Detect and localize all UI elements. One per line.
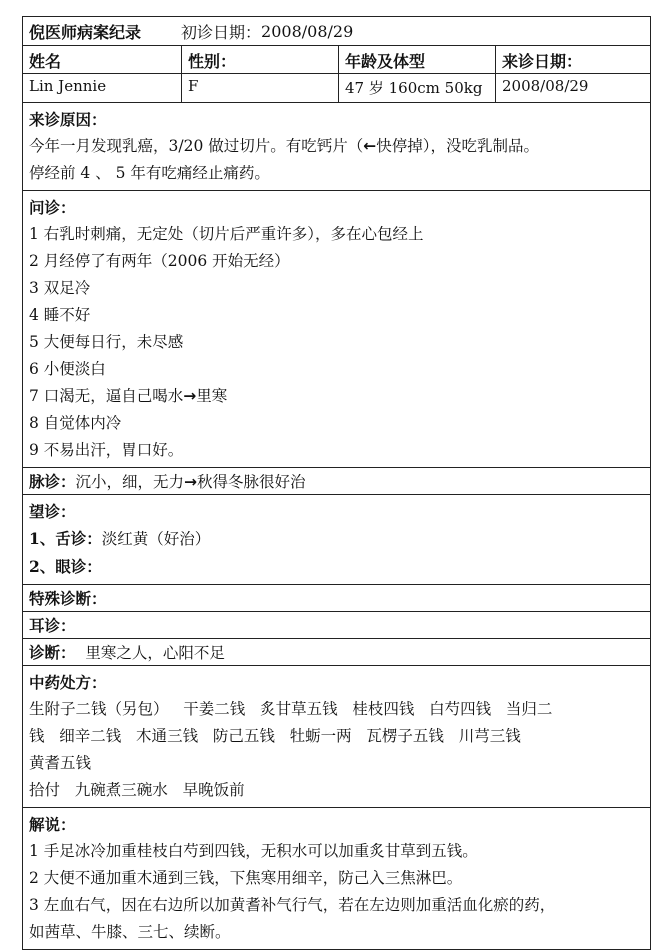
patient-value-row [23, 73, 650, 102]
sex-header: 性别： [181, 46, 338, 73]
patient-name: Lin Jennie [29, 77, 107, 95]
age-build-header: 年龄及体型 [338, 46, 495, 73]
explanation-line: 2 大便不通加重木通到三钱，下焦寒用细辛，防己入三焦淋巴。 [29, 869, 463, 887]
diagnosis-label: 诊断： [29, 643, 76, 662]
inquiry-section [23, 190, 650, 467]
record-title-row [23, 17, 650, 45]
tongue-value: 淡红黄（好治） [101, 530, 211, 548]
reason-line-1 [29, 133, 644, 160]
prescription-dosage-line: 拾付 九碗煮三碗水 早晚饭前 [29, 781, 245, 799]
explanation-label: 解说： [29, 815, 76, 834]
inquiry-item: 9 不易出汗，胃口好。 [29, 441, 184, 459]
inquiry-item: 3 双足冷 [29, 279, 91, 297]
left-arrow-icon: ← [363, 137, 377, 155]
prescription-label: 中药处方： [29, 673, 107, 692]
explanation-line: 如茜草、牛膝、三七、续断。 [29, 923, 231, 941]
observation-label: 望诊： [29, 502, 76, 521]
inquiry-item: 4 睡不好 [29, 306, 91, 324]
prescription-section [23, 665, 650, 807]
inquiry-item: 5 大便每日行，未尽感 [29, 333, 184, 351]
inquiry-item-7-text: 7 口渴无，逼自己喝水 [29, 387, 184, 405]
prescription-line: 钱 细辛二钱 木通三钱 防己五钱 牡蛎一两 瓦楞子五钱 川芎三钱 [29, 727, 521, 745]
explanation-line: 3 左血右气，因在右边所以加黄耆补气行气，若在左边则加重活血化瘀的药， [29, 896, 556, 914]
pulse-text: 沉小，细，无力 [75, 473, 185, 491]
eye-label: 2、眼诊： [29, 557, 102, 576]
patient-visit-date: 2008/08/29 [495, 74, 650, 102]
reason-line-2: 停经前 4 、 5 年有吃痛经止痛药。 [29, 164, 270, 182]
inquiry-item-7 [29, 383, 644, 410]
patient-header-row [23, 45, 650, 73]
inquiry-item: 8 自觉体内冷 [29, 414, 122, 432]
diagnosis-value: 里寒之人，心阳不足 [85, 644, 225, 662]
ear-diagnosis-row [23, 611, 650, 638]
diagnosis-row [23, 638, 650, 665]
pulse-label: 脉诊： [29, 472, 76, 491]
first-visit-label: 初诊日期： [181, 22, 262, 42]
right-arrow-icon: → [183, 387, 197, 405]
inquiry-item: 6 小便淡白 [29, 360, 106, 378]
observation-section [23, 494, 650, 584]
patient-sex: F [181, 74, 338, 102]
explanation-line: 1 手足冰冷加重桂枝白芍到四钱，无积水可以加重炙甘草到五钱。 [29, 842, 478, 860]
prescription-line: 生附子二钱（另包） 干姜二钱 炙甘草五钱 桂枝四钱 白芍四钱 当归二 [29, 700, 553, 718]
patient-age-build: 47 岁 160cm 50kg [338, 74, 495, 102]
special-diagnosis-row [23, 584, 650, 611]
pulse-row [23, 467, 650, 494]
tongue-label: 1、舌诊： [29, 529, 102, 548]
eye-line [29, 553, 644, 581]
inquiry-label: 问诊： [29, 198, 76, 217]
record-title: 倪医师病案纪录 [29, 22, 142, 42]
visit-date-header: 来诊日期： [495, 46, 650, 73]
reason-text-a: 今年一月发现乳癌，3/20 做过切片。有吃钙片（ [29, 137, 364, 155]
inquiry-item: 2 月经停了有两年（2006 开始无经） [29, 252, 290, 270]
reason-label: 来诊原因： [29, 110, 107, 129]
explanation-section [23, 807, 650, 949]
pulse-suffix: 秋得冬脉很好治 [197, 473, 306, 491]
inquiry-item-7-suffix: 里寒 [196, 387, 228, 405]
reason-section [23, 102, 650, 190]
first-visit-date: 2008/08/29 [261, 21, 354, 41]
name-header: 姓名 [29, 52, 62, 71]
right-arrow-icon: → [184, 473, 198, 491]
medical-record-table [22, 16, 651, 950]
reason-text-b: 快停掉），没吃乳制品。 [376, 137, 540, 155]
special-diagnosis-label: 特殊诊断： [29, 589, 107, 608]
ear-diagnosis-label: 耳诊： [29, 616, 76, 635]
inquiry-item: 1 右乳时刺痛，无定处（切片后严重许多），多在心包经上 [29, 225, 424, 243]
prescription-line: 黄耆五钱 [29, 754, 92, 772]
tongue-line [29, 525, 644, 553]
